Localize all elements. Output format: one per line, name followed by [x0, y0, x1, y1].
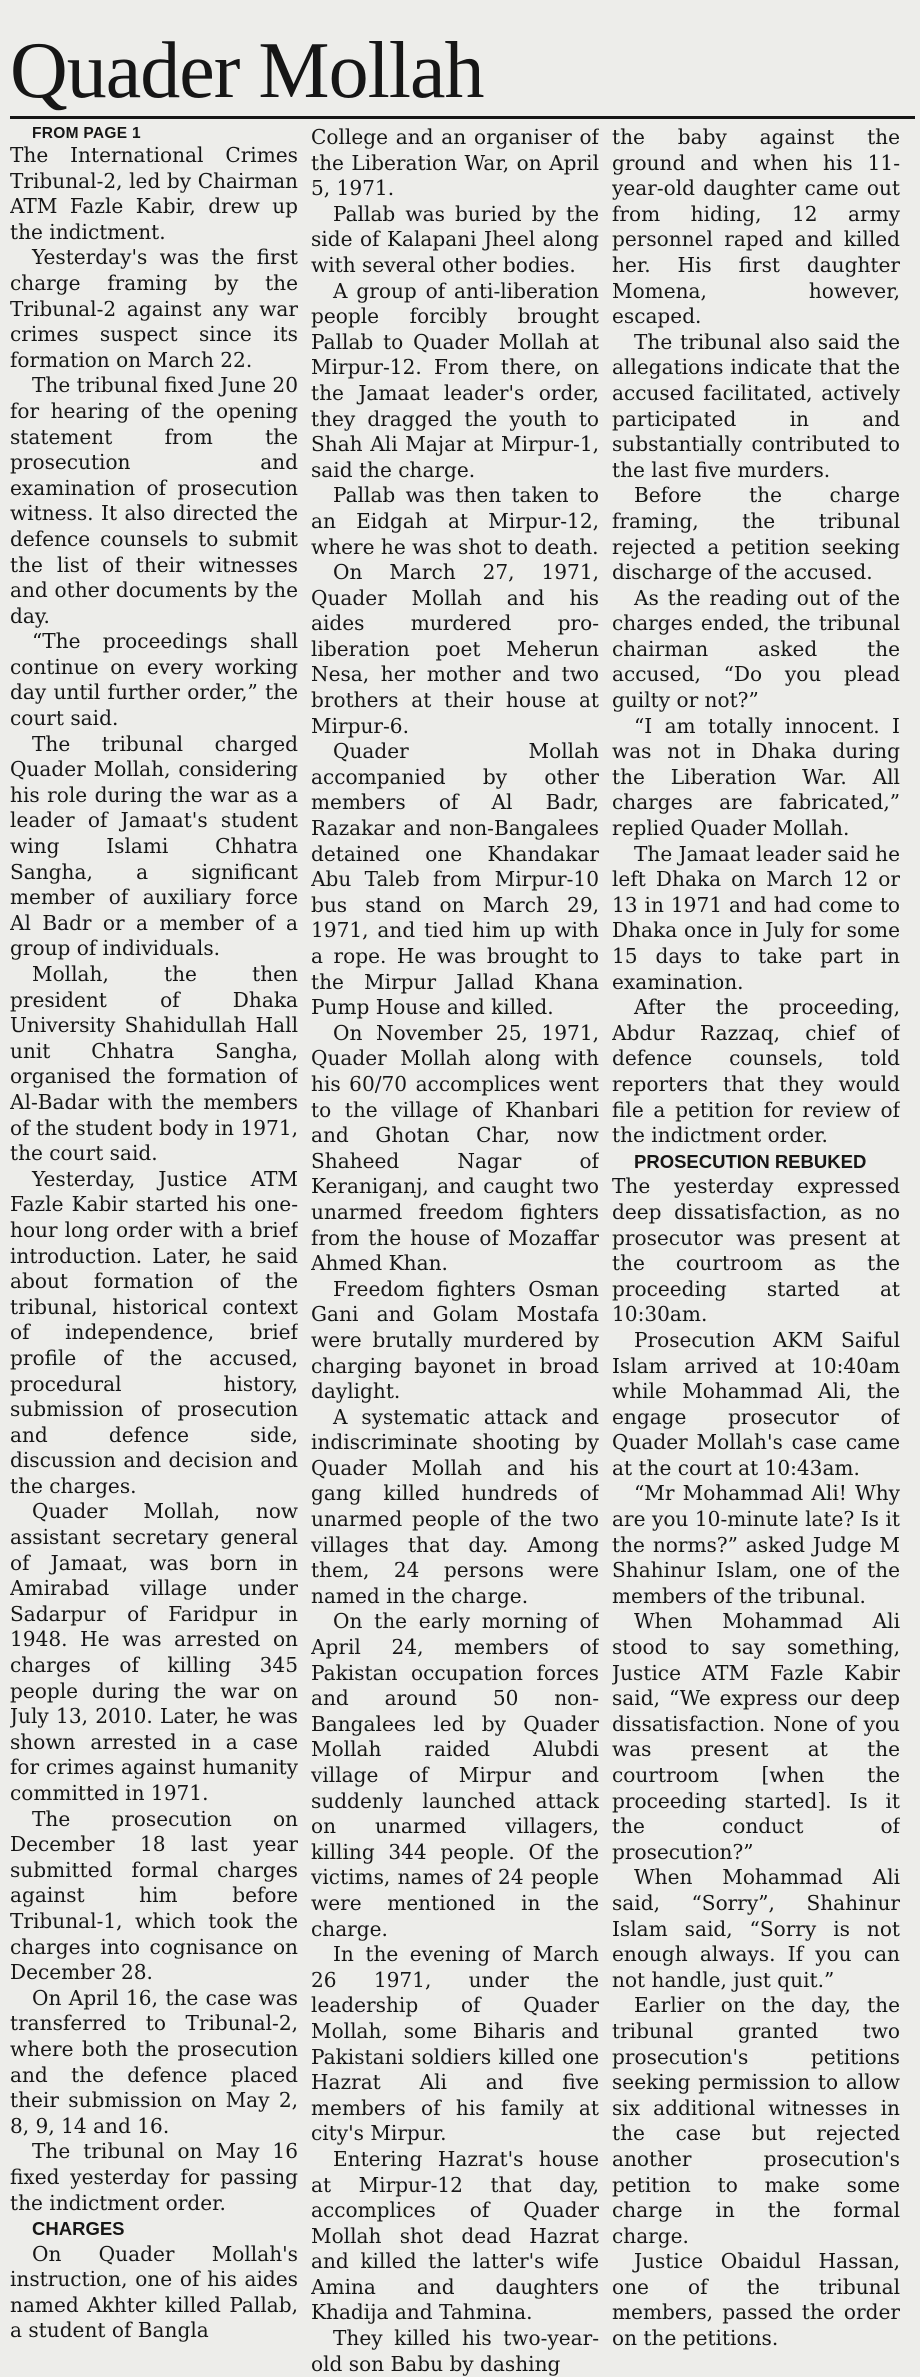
paragraph: They killed his two-year-old son Babu by dashing	[311, 2326, 599, 2376]
paragraph: Entering Hazrat's house at Mirpur-12 that day, accomplices of Quader Mollah shot dead Hazrat and killed the latter's wife Amina and daughters Khadija and Tahmina.	[311, 2146, 599, 2325]
paragraph: College and an organiser of the Liberation War, on April 5, 1971.	[311, 125, 599, 201]
paragraph: Before the charge framing, the tribunal rejected a petition seeking discharge of the accused.	[612, 483, 900, 585]
article-columns	[10, 119, 920, 2377]
paragraph: On November 25, 1971, Quader Mollah along with his 60/70 accomplices went to the village of Khanbari and Ghotan Char, now Shaheed Nagar of Keraniganj, and caught two unarmed freedom fighters from the house of Mozaffar Ahmed Khan.	[311, 1020, 599, 1276]
paragraph: Quader Mollah accompanied by other members of Al Badr, Razakar and non-Bangalees detained one Khandakar Abu Taleb from Mirpur-10 bus stand on March 29, 1971, and tied him up with a rope. He was brought to the Mirpur Jallad Khana Pump House and killed.	[311, 739, 599, 1020]
paragraph: Yesterday's was the first charge framing by the Tribunal-2 against any war crimes suspect since its formation on March 22.	[10, 245, 298, 372]
paragraph: Earlier on the day, the tribunal granted two prosecution's petitions seeking permission to allow six additional witnesses in the case but rejected another prosecution's petition to make some charge in the formal charge.	[612, 1993, 900, 2248]
column-3	[612, 125, 900, 2377]
paragraph: the baby against the ground and when his 11-year-old daughter came out from hiding, 12 army personnel raped and killed her. His first daughter Momena, however, escaped.	[612, 125, 900, 329]
subheading: PROSECUTION REBUKED	[634, 1150, 867, 1172]
paragraph: On the early morning of April 24, members of Pakistan occupation forces and around 50 non-Bangalees led by Quader Mollah raided Alubdi village of Mirpur and suddenly launched attack on unarmed villagers, killing 344 people. Of the victims, names of 24 people were mentioned in the charge.	[311, 1609, 599, 1941]
paragraph: The International Crimes Tribunal-2, led by Chairman ATM Fazle Kabir, drew up the indictment.	[10, 143, 298, 244]
kicker: FROM PAGE 1	[32, 125, 141, 142]
paragraph: Freedom fighters Osman Gani and Golam Mostafa were brutally murdered by charging bayonet in broad daylight.	[311, 1276, 599, 1404]
column-2	[311, 125, 599, 2377]
paragraph: Yesterday, Justice ATM Fazle Kabir started his one-hour long order with a brief introduction. Later, he said about formation of the tribunal, historical context of independence, brief profile of the accused, procedural history, submission of prosecution and defence side, discussion and decision and the charges.	[10, 1166, 298, 1498]
paragraph: When Mohammad Ali said, “Sorry”, Shahinur Islam said, “Sorry is not enough always. If you can not handle, just quit.”	[612, 1865, 900, 1992]
paragraph: The prosecution on December 18 last year submitted formal charges against him before Tribunal-1, which took the charges into cognisance on December 28.	[10, 1806, 298, 1985]
paragraph: Mollah, the then president of Dhaka University Shahidullah Hall unit Chhatra Sangha, organised the formation of Al-Badar with the members of the student body in 1971, the court said.	[10, 962, 298, 1166]
paragraph: “Mr Mohammad Ali! Why are you 10-minute late? Is it the norms?” asked Judge M Shahinur Islam, one of the members of the tribunal.	[612, 1481, 900, 1608]
paragraph: In the evening of March 26 1971, under the leadership of Quader Mollah, some Biharis and Pakistani soldiers killed one Hazrat Ali and five members of his family at city's Mirpur.	[311, 1942, 599, 2146]
paragraph: Pallab was buried by the side of Kalapani Jheel along with several other bodies.	[311, 201, 599, 277]
paragraph: Quader Mollah, now assistant secretary general of Jamaat, was born in Amirabad village under Sadarpur of Faridpur in 1948. He was arrested on charges of killing 345 people during the war on July 13, 2010. Later, he was shown arrested in a case for crimes against humanity committed in 1971.	[10, 1499, 298, 1805]
paragraph: On March 27, 1971, Quader Mollah and his aides murdered pro-liberation poet Meherun Nesa, her mother and two brothers at their house at Mirpur-6.	[311, 560, 599, 738]
paragraph: On Quader Mollah's instruction, one of his aides named Akhter killed Pallab, a student of Bangla	[10, 2241, 298, 2343]
paragraph: The Jamaat leader said he left Dhaka on March 12 or 13 in 1971 and had come to Dhaka once in July for some 15 days to take part in examination.	[612, 841, 900, 994]
paragraph: A systematic attack and indiscriminate shooting by Quader Mollah and his gang killed hundreds of unarmed people of the two villages that day. Among them, 24 persons were named in the charge.	[311, 1404, 599, 1608]
paragraph: “I am totally innocent. I was not in Dhaka during the Liberation War. All charges are fabricated,” replied Quader Mollah.	[612, 713, 900, 841]
subheading: CHARGES	[32, 2218, 125, 2240]
headline: Quader Mollah	[10, 27, 484, 115]
paragraph: A group of anti-liberation people forcibly brought Pallab to Quader Mollah at Mirpur-12. From there, on the Jamaat leader's order, they dragged the youth to Shah Ali Majar at Mirpur-1, said the charge.	[311, 278, 599, 482]
paragraph: The tribunal on May 16 fixed yesterday for passing the indictment order.	[10, 2139, 298, 2215]
paragraph: The yesterday expressed deep dissatisfaction, as no prosecutor was present at the courtroom as the proceeding started at 10:30am.	[612, 1174, 900, 1327]
paragraph: After the proceeding, Abdur Razzaq, chief of defence counsels, told reporters that they would file a petition for review of the indictment order.	[612, 995, 900, 1148]
paragraph: The tribunal fixed June 20 for hearing of the opening statement from the prosecution and examination of prosecution witness. It also directed the defence counsels to submit the list of their witnesses and other documents by the day.	[10, 373, 298, 628]
paragraph: As the reading out of the charges ended, the tribunal chairman asked the accused, “Do you plead guilty or not?”	[612, 585, 900, 713]
paragraph: “The proceedings shall continue on every working day until further order,” the court said.	[10, 629, 298, 731]
column-1	[10, 125, 298, 2377]
paragraph: Justice Obaidul Hassan, one of the tribunal members, passed the order on the petitions.	[612, 2249, 900, 2351]
paragraph: When Mohammad Ali stood to say something, Justice ATM Fazle Kabir said, “We express our deep dissatisfaction. None of you was present at the courtroom [when the proceeding started]. Is it the conduct of prosecution?”	[612, 1609, 900, 1864]
paragraph: On April 16, the case was transferred to Tribunal-2, where both the prosecution and the defence placed their submission on May 2, 8, 9, 14 and 16.	[10, 1985, 298, 2138]
paragraph: The tribunal also said the allegations indicate that the accused facilitated, actively participated in and substantially contributed to the last five murders.	[612, 329, 900, 482]
paragraph: Prosecution AKM Saiful Islam arrived at 10:40am while Mohammad Ali, the engage prosecutor of Quader Mollah's case came at the court at 10:43am.	[612, 1327, 900, 1480]
paragraph: Pallab was then taken to an Eidgah at Mirpur-12, where he was shot to death.	[311, 483, 599, 559]
paragraph: The tribunal charged Quader Mollah, considering his role during the war as a leader of Jamaat's student wing Islami Chhatra Sangha, a significant member of auxiliary force Al Badr or a member of a group of individuals.	[10, 731, 298, 961]
